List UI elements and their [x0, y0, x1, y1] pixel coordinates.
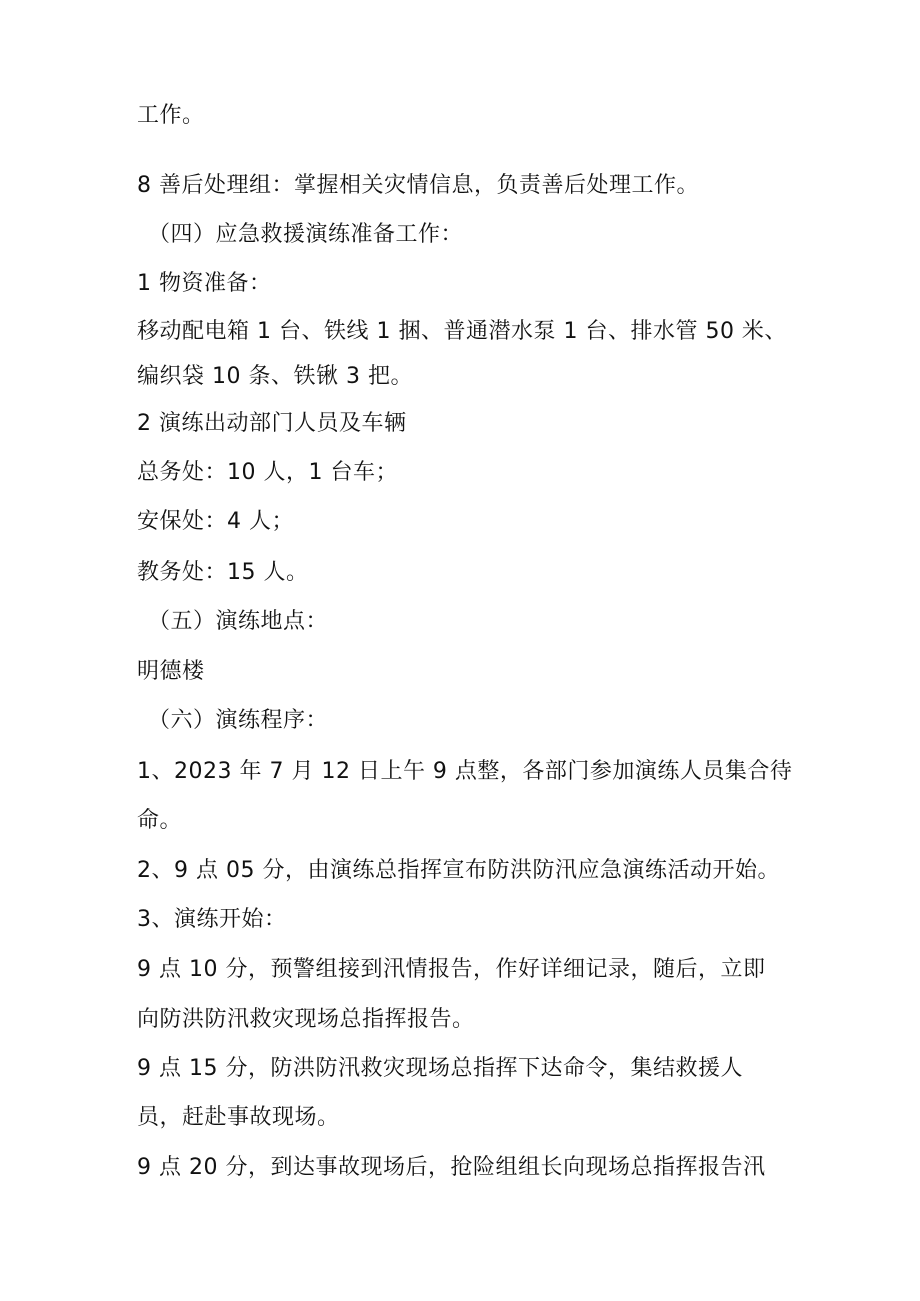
section-heading: （四）应急救援演练准备工作： [148, 222, 464, 247]
text-line: 2 演练出动部门人员及车辆 [137, 411, 407, 436]
section-heading: （五）演练地点： [148, 609, 329, 634]
text-line: 员，赶赴事故现场。 [137, 1105, 340, 1130]
text-line: 总务处：10 人，1 台车； [137, 460, 398, 485]
text-line: 3、演练开始： [137, 907, 287, 932]
text-line: 教务处：15 人。 [137, 560, 309, 585]
text-line: 9 点 20 分，到达事故现场后，抢险组组长向现场总指挥报告汛 [137, 1155, 766, 1180]
text-line: 安保处：4 人； [137, 509, 294, 534]
text-line: 9 点 10 分，预警组接到汛情报告，作好详细记录，随后，立即 [137, 957, 766, 982]
text-line: 8 善后处理组：掌握相关灾情信息，负责善后处理工作。 [137, 173, 699, 198]
text-line: 1、2023 年 7 月 12 日上午 9 点整，各部门参加演练人员集合待 [137, 759, 793, 784]
text-line: 命。 [137, 808, 183, 833]
text-line: 移动配电箱 1 台、铁线 1 捆、普通潜水泵 1 台、排水管 50 米、 [137, 319, 787, 344]
text-line: 2、9 点 05 分，由演练总指挥宣布防洪防汛应急演练活动开始。 [137, 858, 780, 883]
text-line: 9 点 15 分，防洪防汛救灾现场总指挥下达命令，集结救援人 [137, 1056, 743, 1081]
text-line: 向防洪防汛救灾现场总指挥报告。 [137, 1007, 475, 1032]
text-line: 编织袋 10 条、铁锹 3 把。 [137, 364, 413, 389]
text-line: 明德楼 [137, 659, 205, 684]
text-line: 工作。 [137, 103, 205, 128]
text-line: 1 物资准备： [137, 271, 272, 296]
section-heading: （六）演练程序： [148, 708, 329, 733]
